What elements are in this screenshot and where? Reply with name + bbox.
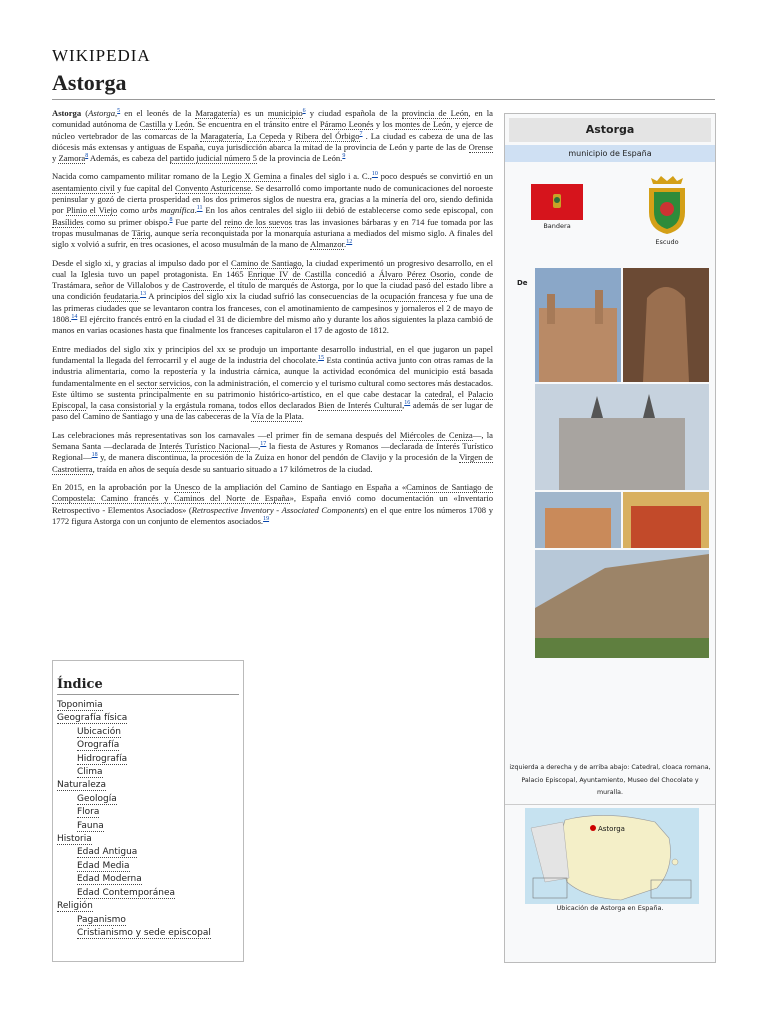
text-run: —, la Semana Santa —declarada de [52, 429, 493, 452]
text-run: además de ser lugar de paso del Camino de Santiago y una de las cabeceras de la [52, 400, 494, 422]
article-link[interactable]: catedral [424, 388, 452, 399]
text-run: y [52, 153, 59, 164]
text-run: , la ciudad experimentó un progresivo desarrollo, en el cual la Iglesia tuvo un papel protagonista. En 1465 [52, 257, 493, 279]
toc-item[interactable]: Fauna [77, 820, 104, 831]
article-link[interactable]: Almanzor [310, 239, 345, 250]
text-run: , el título de marqués de Astorga, por lo que la ciudad pasó del estado libre a una condición [52, 280, 493, 302]
article-link[interactable]: Enrique IV de Castilla [247, 268, 332, 279]
caption-prefix: De [517, 279, 528, 287]
citation-link[interactable]: 8 [85, 153, 89, 160]
text-run: Nacida como campamento militar romano de la [52, 171, 222, 182]
toc-heading: Índice [57, 677, 239, 695]
text-run: , todos ellos declarados [234, 400, 319, 411]
text-run: , [115, 108, 118, 118]
toc-item[interactable]: Toponimia [57, 700, 103, 710]
article-link[interactable]: municipio [267, 108, 303, 118]
citation-link[interactable]: 14 [71, 314, 78, 321]
article-link[interactable]: provincia de León [401, 108, 469, 118]
citation-link[interactable]: 18 [91, 452, 98, 459]
article-link[interactable]: reino de los suevos [224, 216, 293, 227]
citation-link[interactable]: 6 [302, 108, 306, 115]
toc-item[interactable]: Flora [77, 807, 100, 818]
text-run: y, de manera discontinua, la procesión de la Zuiza en honor del pendón de Clavijo y la procesión de la [97, 452, 460, 463]
article-link[interactable]: feudataria [103, 291, 138, 302]
toc-item[interactable]: Cristianismo y sede episcopal [77, 927, 211, 938]
citation-link[interactable]: 12 [346, 239, 353, 246]
citation-link[interactable]: 5 [117, 108, 121, 115]
text-run: la fiesta de Astures y Romanos —declarada de Interés Turístico Regional— [52, 441, 493, 463]
text-run: y fue capital del [114, 182, 175, 193]
text-run: tras las invasiones bárbaras y en 714 fue tomada por las tropas musulmanas de [52, 216, 493, 238]
article-link[interactable]: Bien de Interés Cultural [318, 400, 403, 411]
text-run: , conde de Trastámara, señor de Villalobos y de [52, 268, 494, 291]
article-link[interactable]: Legio X Gemina [221, 171, 281, 182]
article-link[interactable]: asentamiento civil [52, 182, 115, 193]
text-run: y ciudad española de la [305, 108, 402, 118]
text-run: El ejército francés entró en la ciudad el 31 de diciembre del mismo año y durante los años siguientes la plaza cambió de manos en varias ocasiones hasta que finalmente los franceses capitularon el 17 de agosto de 1812. [52, 314, 493, 336]
article-link[interactable]: ergástula romana [174, 400, 235, 411]
text-run: de la ampliación del Camino de Santiago en España a « [200, 481, 407, 492]
text-run: poco después se convirtió en un [377, 171, 493, 182]
citation-link[interactable]: 13 [140, 291, 147, 298]
article-link[interactable]: Camino de Santiago [230, 257, 302, 268]
text-run: . Se encuentra en el tránsito entre el [192, 119, 320, 130]
coat-of-arms-icon[interactable] [639, 176, 695, 236]
article-link[interactable]: Unesco [174, 481, 201, 492]
article-link[interactable]: Páramo Leonés [319, 119, 374, 130]
table-of-contents [52, 660, 244, 962]
citation-link[interactable]: 9 [342, 153, 346, 160]
text-run: Entre mediados del siglo xix y principios del xx se produjo un importante desarrollo industrial, en el que jugaron un papel fundamental la llegada del ferrocarril y el auge de la industria del chocolate. [52, 343, 493, 365]
article-link[interactable]: Palacio Episcopal [52, 388, 494, 411]
text-run: ) es un [236, 108, 268, 118]
article-link[interactable]: Caminos de Santiago de Compostela: Camino francés y Caminos del Norte de España [52, 481, 493, 504]
text-run: en el leonés de la [120, 108, 196, 118]
text-run: , [402, 400, 405, 411]
toc-item[interactable]: Naturaleza [57, 780, 106, 791]
article-link[interactable]: Basílides [52, 216, 84, 227]
text-run: como [117, 205, 143, 216]
text-run: ( [81, 108, 89, 118]
article-link[interactable]: Castilla y León [139, 119, 193, 130]
article-link[interactable]: partido judicial número 5 [169, 153, 257, 164]
title-divider [52, 99, 715, 100]
toc-item[interactable]: Religión [57, 901, 93, 912]
article-link[interactable]: Virgen de Castrotierra [52, 452, 493, 474]
toc-item[interactable]: Orografía [77, 740, 120, 751]
article-link[interactable]: Maragatería [195, 108, 237, 118]
article-link[interactable]: Vía de la Plata [251, 411, 302, 422]
text-run: , traída en años de sequía desde su santuario situado a 17 kilómetros de la ciudad. [92, 463, 373, 474]
article-link[interactable]: Castroverde [182, 280, 224, 291]
text-run: , en la comunidad autónoma de [52, 108, 493, 130]
toc-item[interactable]: Edad Media [77, 860, 130, 871]
article-link[interactable]: La Cepeda [247, 130, 286, 141]
article-link[interactable]: Zamora [58, 153, 86, 164]
text-run: Además, es cabeza del [88, 153, 170, 164]
toc-item[interactable]: Edad Contemporánea [77, 887, 176, 898]
article-link[interactable]: Maragatería [200, 130, 242, 141]
citation-link[interactable]: 19 [263, 515, 270, 522]
infobox-subtitle[interactable]: municipio de España [505, 145, 715, 162]
citation-link[interactable]: 7 [359, 130, 363, 137]
article-link[interactable]: ocupación francesa [380, 291, 447, 302]
map-caption: Ubicación de Astorga en España. [556, 904, 664, 912]
text-run: y [285, 130, 296, 141]
toc-item[interactable]: Historia [57, 834, 92, 845]
toc-item[interactable]: Paganismo [77, 914, 126, 925]
text-run: ) en el que entre los números 1708 y 1772 figura Astorga con un conjunto de elementos asociados. [52, 504, 493, 526]
article-link[interactable]: Interés Turístico Nacional [159, 441, 250, 452]
text-run: A principios del siglo xix la ciudad sufrió las consecuencias de la [146, 291, 381, 302]
flag-block [527, 184, 587, 230]
text-run: Las celebraciones más representativas son los carnavales —el primer fin de semana después del [52, 429, 400, 440]
infobox-separator [505, 804, 715, 805]
toc-item[interactable]: Hidrografía [77, 753, 128, 764]
flag-label: Bandera [543, 222, 571, 230]
text-run: . [344, 239, 347, 250]
text-run: . [301, 411, 304, 422]
text-run: a finales del siglo i a. C., [280, 171, 372, 182]
paragraph-3 [52, 258, 493, 337]
text-run: , aunque sería reconquistada por la monarquía asturiana a mediados del mismo siglo. A finales del siglo x volvió a sufrir, en tres ocasiones, el acoso musulmán de la mano de [52, 227, 494, 250]
coat-label: Escudo [655, 238, 679, 246]
toc-item[interactable]: Geología [77, 793, 117, 804]
article-link[interactable]: Tāriq [131, 227, 151, 238]
coat-block [637, 176, 697, 246]
citation-link[interactable]: 10 [371, 171, 378, 178]
text-run: . La ciudad es cabeza de una de las diócesis más extensas y antiguas de España, cuya jurisdicción abarca la mitad de la provincia de León y parte de las de [52, 130, 494, 152]
paragraph-4 [52, 344, 493, 423]
paragraph-2 [52, 171, 493, 250]
infobox-title: Astorga [509, 118, 711, 142]
toc-item[interactable]: Ubicación [77, 726, 121, 737]
text-run: Astorga [88, 108, 115, 118]
text-run: Retrospective Inventory - Associated Components [191, 504, 365, 515]
text-run: . Se desarrolló como importante nudo de comunicaciones del noroeste peninsular y gozó de cierta prosperidad en los dos primeros siglos de nuestra era, gracias a la minería del oro, siendo definida por [52, 182, 493, 216]
text-run: Fue parte del [172, 216, 225, 227]
toc-item[interactable]: Edad Antigua [77, 847, 138, 858]
text-run: , el [451, 388, 468, 399]
article-link[interactable]: montes de León [395, 119, 451, 130]
toc-item[interactable]: Edad Moderna [77, 874, 142, 885]
article-link[interactable]: Ribera del Órbigo [295, 130, 360, 141]
photo-caption: izquierda a derecha y de arriba abajo: Catedral, cloaca romana, Palacio Episcopal, Ayuntamiento, Museo del Chocolate y muralla. [509, 764, 711, 796]
citation-link[interactable]: 11 [196, 205, 203, 212]
article-link[interactable]: Miércoles de Ceniza [399, 429, 473, 440]
text-run: y fue una de las primeras ciudades que se levantaron contra los franceses, con el amotinamiento de campesinos y jornaleros el 2 de mayo de 1808. [52, 291, 493, 325]
paragraph-1 [52, 108, 493, 164]
astorga-marker [590, 825, 596, 831]
text-run: Astorga [52, 108, 82, 118]
citation-link[interactable]: 15 [317, 355, 324, 362]
text-run: y los [373, 119, 396, 130]
article-link[interactable]: Álvaro Pérez Osorio [378, 268, 454, 279]
article-link[interactable]: Orense [468, 141, 493, 152]
article-link[interactable]: Convento Asturicense [174, 182, 251, 193]
toc-item[interactable]: Geografía física [57, 713, 128, 724]
text-run: Esta continúa activa junto con otras ramas de la industria alimentaria, como la repostería y la industria cárnica, aunque la actividad económica del municipio está basada fundamentalmente en el [52, 354, 494, 388]
photo-montage[interactable] [535, 268, 709, 658]
text-run: y la [156, 400, 175, 411]
flag-icon[interactable] [531, 184, 583, 220]
text-run: Desde el siglo xi, y gracias al impulso dado por el [52, 257, 231, 268]
text-run: —, [249, 441, 261, 452]
article-link[interactable]: casa consistorial [99, 400, 157, 411]
text-run: En los años centrales del siglo iii debió de establecerse como sede episcopal, con [202, 205, 493, 216]
article-link[interactable]: sector servicios [136, 377, 190, 388]
citation-link[interactable]: 17 [260, 441, 267, 448]
location-map[interactable] [525, 808, 699, 904]
page-title: Astorga [52, 70, 127, 95]
text-run: de la provincia de León. [256, 153, 343, 164]
text-run: , con la administración, el comercio y el turismo cultural como sectores más destacados. Este último se sustenta principalmente en su patrimonio histórico-artístico, en el que cabe destacar la [52, 377, 494, 399]
paragraph-6 [52, 482, 493, 527]
text-run: como su primer obispo. [83, 216, 170, 227]
infobox [504, 113, 716, 963]
article-link[interactable]: Plinio el Viejo [66, 205, 118, 216]
text-run: . [194, 205, 197, 216]
wikipedia-logo[interactable]: WIKIPEDIA [52, 46, 151, 65]
text-run: . [137, 291, 141, 302]
text-run: urbs magnífica [142, 205, 195, 216]
text-run: , [241, 130, 248, 141]
text-run: En 2015, en la aprobación por la [52, 481, 175, 492]
text-run: , la [85, 400, 100, 411]
text-run: , y ejerce de núcleo vertebrador de las comarcas de la [52, 119, 494, 141]
text-run: concedió a [331, 268, 379, 279]
article-body [52, 108, 493, 534]
paragraph-5 [52, 430, 493, 475]
text-run: », España envió como documentación un «Inventario Retrospectivo - Elementos Asociados» ( [52, 493, 494, 515]
citation-link[interactable]: 16 [404, 400, 411, 407]
toc-item[interactable]: Clima [77, 767, 103, 778]
map-label: Astorga [598, 825, 625, 833]
toc-list [53, 699, 243, 940]
citation-link[interactable]: 8 [169, 216, 173, 223]
